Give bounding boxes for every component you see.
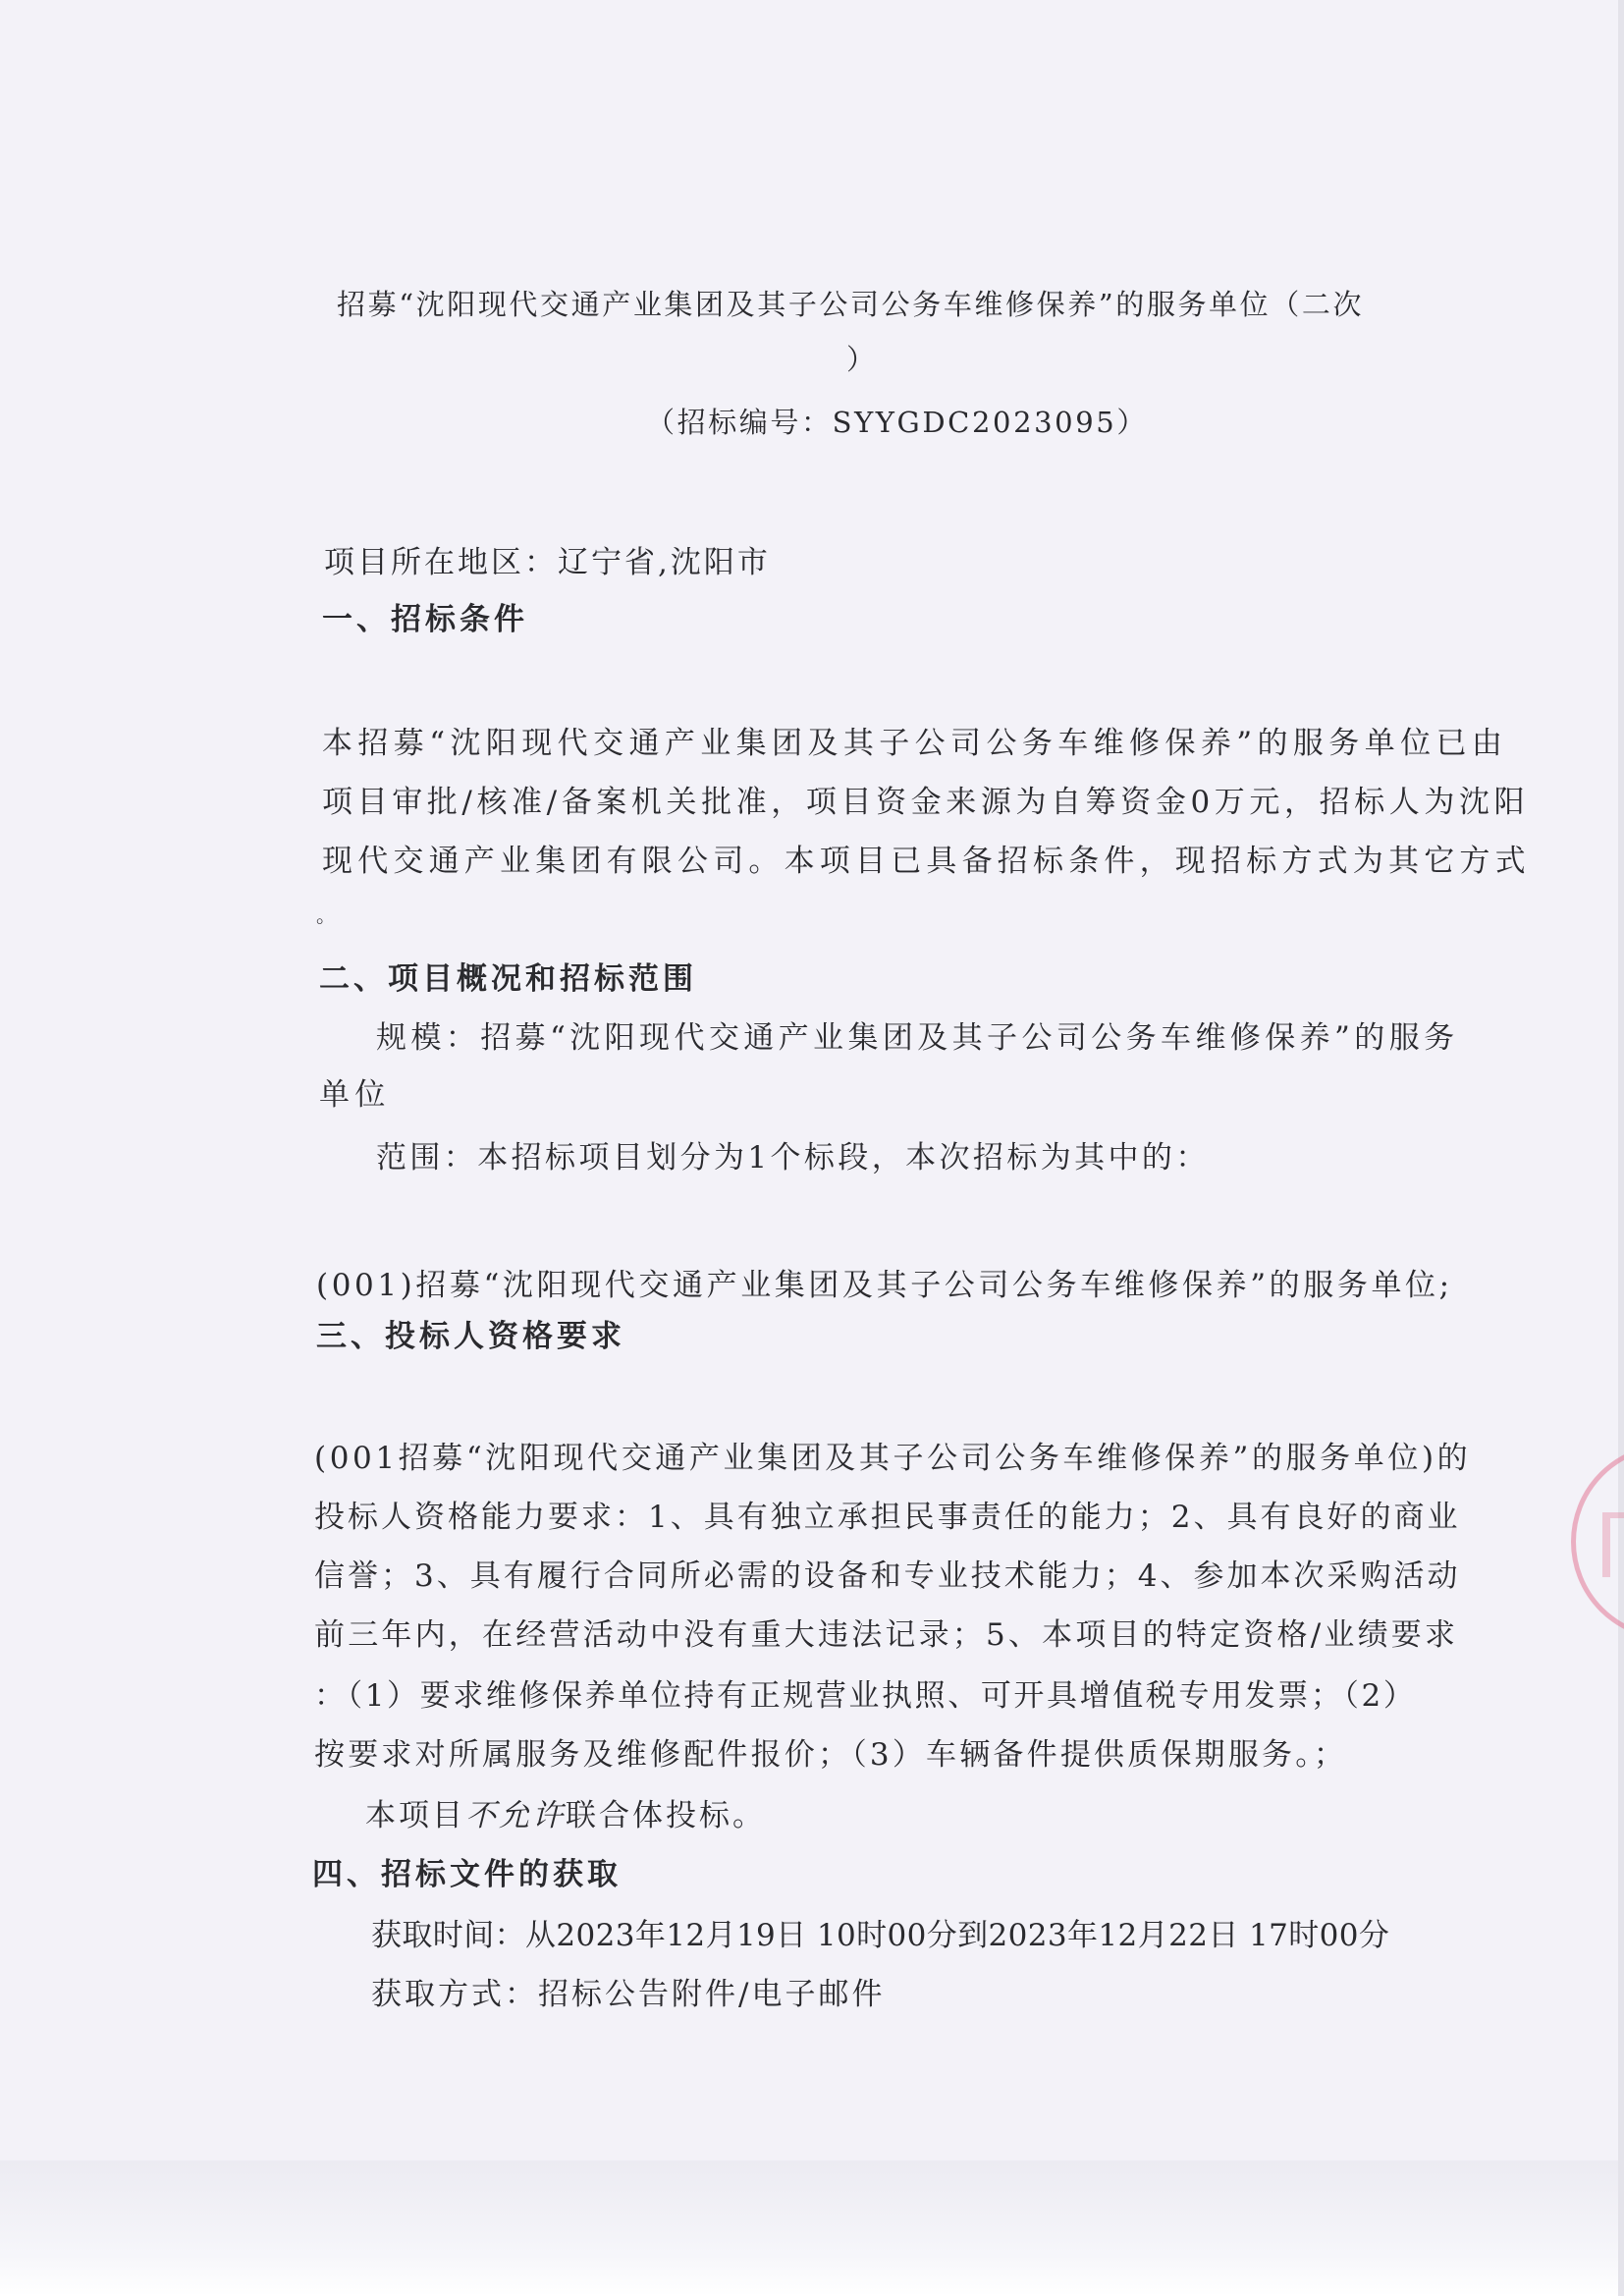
section-2-line: 规模：招募“沈阳现代交通产业集团及其子公司公务车维修保养”的服务 [376, 1020, 1459, 1056]
section-1-line: 现代交通产业集团有限公司。本项目已具备招标条件，现招标方式为其它方式 [322, 844, 1531, 879]
section-3-line: (001招募“沈阳现代交通产业集团及其子公司公务车维修保养”的服务单位)的 [314, 1441, 1472, 1476]
document-acquisition-method: 获取方式：招标公告附件/电子邮件 [371, 1977, 886, 2012]
consortium-suffix: 联合体投标。 [566, 1798, 766, 1833]
section-1-line: 项目审批/核准/备案机关批准，项目资金来源为自筹资金0万元，招标人为沈阳 [322, 785, 1530, 820]
red-seal-stamp-marks [1602, 1512, 1624, 1577]
section-3-line: 前三年内，在经营活动中没有重大违法记录；5、本项目的特定资格/业绩要求 [314, 1617, 1459, 1653]
section-2-line: 单位 [319, 1077, 391, 1113]
section-1-line: 。 [316, 903, 342, 927]
document-title-continued: ） [846, 343, 878, 376]
document-title: 招募“沈阳现代交通产业集团及其子公司公务车维修保养”的服务单位（二次 [337, 288, 1365, 321]
project-region: 项目所在地区：辽宁省,沈阳市 [324, 545, 771, 580]
section-3-line: 信誉；3、具有履行合同所必需的设备和专业技术能力；4、参加本次采购活动 [314, 1558, 1461, 1594]
consortium-emphasis: 不允许 [465, 1798, 566, 1833]
section-heading-1: 一、招标条件 [322, 602, 528, 637]
section-2-line: (001)招募“沈阳现代交通产业集团及其子公司公务车维修保养”的服务单位; [316, 1268, 1453, 1303]
scan-edge-right [1618, 0, 1624, 2296]
section-1-line: 本招募“沈阳现代交通产业集团及其子公司公务车维修保养”的服务单位已由 [322, 726, 1508, 761]
section-heading-2: 二、项目概况和招标范围 [319, 961, 697, 997]
document-acquisition-time: 获取时间：从2023年12月19日 10时00分到2023年12月22日 17时00分 [371, 1918, 1390, 1953]
consortium-prefix: 本项目 [365, 1798, 465, 1833]
consortium-statement [365, 1798, 766, 1833]
section-2-line: 范围：本招标项目划分为1个标段，本次招标为其中的： [376, 1140, 1210, 1175]
section-heading-4: 四、招标文件的获取 [312, 1857, 622, 1892]
bid-number: （招标编号：SYYGDC2023095） [646, 406, 1148, 439]
section-3-line: 按要求对所属服务及维修配件报价；（3）车辆备件提供质保期服务。； [314, 1737, 1348, 1773]
scan-shadow-bottom [0, 2160, 1624, 2296]
section-3-line: ：（1）要求维修保养单位持有正规营业执照、可开具增值税专用发票；（2） [314, 1678, 1417, 1714]
section-heading-3: 三、投标人资格要求 [316, 1319, 625, 1354]
section-3-line: 投标人资格能力要求：1、具有独立承担民事责任的能力；2、具有良好的商业 [314, 1500, 1461, 1535]
